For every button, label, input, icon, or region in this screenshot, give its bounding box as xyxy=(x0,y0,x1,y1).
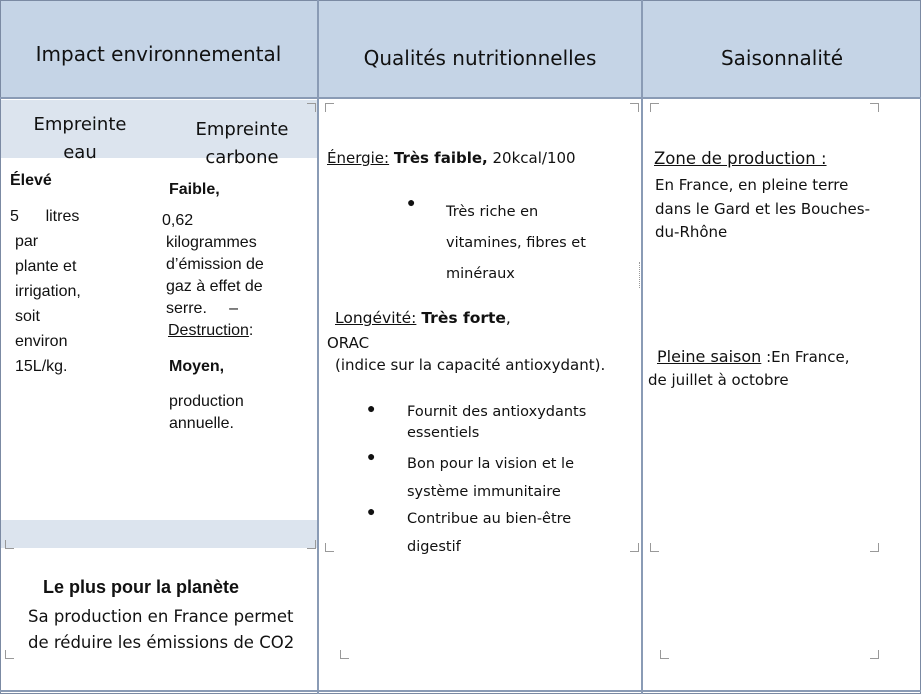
water-line: plante et xyxy=(15,258,77,275)
zone-line: En France, en pleine terre xyxy=(655,176,849,194)
carbon-footprint-title xyxy=(172,116,312,172)
column-divider xyxy=(641,0,643,694)
longevity-row xyxy=(335,309,511,327)
corner-mark xyxy=(325,103,334,112)
water-line: irrigation, xyxy=(15,283,81,300)
nutri-bullet-line: Contribue au bien-être xyxy=(407,511,572,527)
energy-row xyxy=(327,149,576,167)
corner-mark xyxy=(630,103,639,112)
header-season: Saisonnalité xyxy=(720,46,844,70)
corner-mark xyxy=(660,650,669,659)
nutri-bullet-line: essentiels xyxy=(407,425,480,441)
peak-line2: de juillet à octobre xyxy=(648,371,789,389)
planet-line: Sa production en France permet xyxy=(28,607,294,626)
planet-description xyxy=(28,604,294,656)
nutri-bullet xyxy=(407,450,574,506)
energy-level: Très faible, xyxy=(393,149,488,167)
nutri-bullet xyxy=(407,402,586,444)
destruction-colon: : xyxy=(248,322,254,339)
header-env: Impact environnemental xyxy=(35,42,282,66)
corner-mark xyxy=(5,540,14,549)
nutri-bullet-line: digestif xyxy=(407,539,461,555)
bullet-icon: ● xyxy=(367,503,376,519)
water-line: 5 litres xyxy=(10,208,80,225)
corner-mark xyxy=(650,543,659,552)
carbon-line: kilogrammes xyxy=(166,234,257,251)
bullet-icon: ● xyxy=(367,448,376,464)
corner-mark xyxy=(325,543,334,552)
nutri-bullet-line: Bon pour la vision et le xyxy=(407,456,575,472)
carbon-line: serre. – xyxy=(166,300,239,317)
corner-mark xyxy=(630,543,639,552)
corner-mark xyxy=(870,103,879,112)
water-line: environ xyxy=(15,333,68,350)
zone-description xyxy=(655,174,870,245)
zone-line: dans le Gard et les Bouches- xyxy=(655,199,871,218)
destruction-line: annuelle. xyxy=(169,415,234,432)
corner-mark xyxy=(5,650,14,659)
water-line: par xyxy=(15,233,39,250)
energy-value: 20kcal/100 xyxy=(492,149,576,167)
longevity-label: Longévité: xyxy=(335,309,417,327)
peak-label: Pleine saison xyxy=(657,347,762,366)
orac-label: ORAC xyxy=(327,334,370,352)
energy-bullet-line: minéraux xyxy=(446,266,515,282)
carbon-line: d’émission de xyxy=(166,256,264,273)
corner-mark xyxy=(340,650,349,659)
water-title-line: eau xyxy=(63,142,97,163)
planet-line: de réduire les émissions de CO2 xyxy=(28,633,295,652)
energy-bullet-line: Très riche en xyxy=(446,204,539,220)
header-nutri: Qualités nutritionnelles xyxy=(363,46,597,70)
water-level: Élevé xyxy=(10,172,52,189)
planet-title: Le plus pour la planète xyxy=(43,577,240,597)
corner-mark xyxy=(870,543,879,552)
nutri-bullet-line: système immunitaire xyxy=(407,484,561,500)
carbon-description xyxy=(162,210,312,342)
zone-line: du-Rhône xyxy=(655,223,728,241)
water-footprint-title xyxy=(20,111,140,167)
corner-mark xyxy=(870,650,879,659)
nutri-bullet xyxy=(407,505,571,561)
energy-label: Énergie: xyxy=(327,149,390,167)
destruction-label: Destruction xyxy=(168,322,249,339)
energy-bullet-line: vitamines, fibres et xyxy=(446,235,586,251)
carbon-level: Faible, xyxy=(169,181,220,198)
carbon-line: 0,62 xyxy=(162,212,194,229)
corner-mark xyxy=(650,103,659,112)
corner-mark xyxy=(307,540,316,549)
corner-mark xyxy=(307,103,316,112)
water-description xyxy=(10,204,110,379)
carbon-title-line: Empreinte xyxy=(195,119,289,140)
orac-note: (indice sur la capacité antioxydant). xyxy=(335,356,606,374)
carbon-title-line: carbone xyxy=(205,147,279,168)
longevity-comma: , xyxy=(505,309,511,327)
header-divider xyxy=(0,97,921,99)
energy-bullet xyxy=(446,197,586,290)
water-line: soit xyxy=(15,308,40,325)
zone-label: Zone de production : xyxy=(654,149,827,168)
text-cursor xyxy=(639,262,641,288)
destruction-description xyxy=(169,391,244,435)
peak-row xyxy=(657,347,850,366)
longevity-level: Très forte xyxy=(421,309,506,327)
destruction-line: production xyxy=(169,393,244,410)
carbon-line: gaz à effet de xyxy=(166,278,263,295)
destruction-level: Moyen, xyxy=(169,358,225,375)
bullet-icon: ● xyxy=(407,194,416,210)
column-divider xyxy=(317,0,319,694)
water-line: 15L/kg. xyxy=(15,358,68,375)
nutri-bullet-line: Fournit des antioxydants xyxy=(407,404,587,420)
footer-divider xyxy=(0,690,921,692)
water-title-line: Empreinte xyxy=(33,114,127,135)
peak-text: :En France, xyxy=(761,348,850,366)
bullet-icon: ● xyxy=(367,400,376,416)
